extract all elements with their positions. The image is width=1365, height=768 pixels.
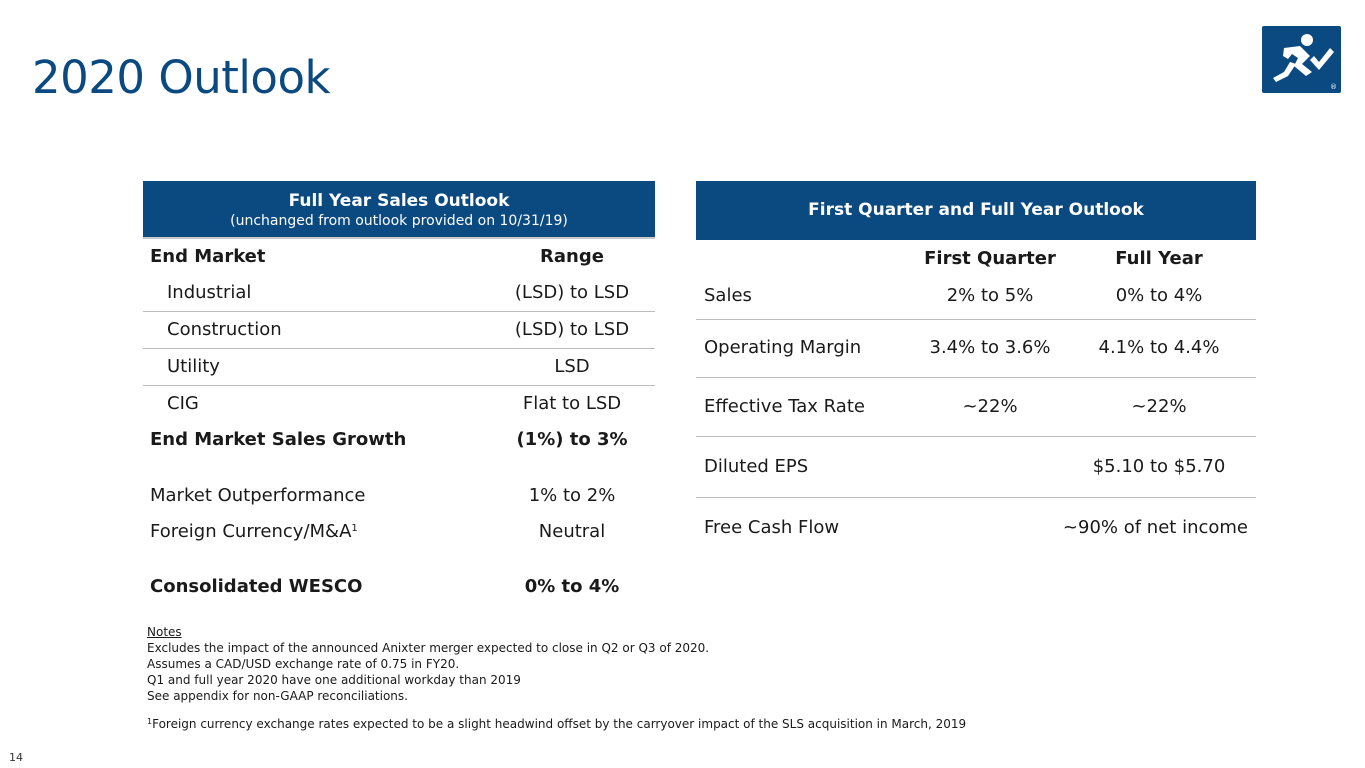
row-value: Neutral xyxy=(538,521,606,542)
row-value: (1%) to 3% xyxy=(516,429,628,450)
left-table-header xyxy=(143,181,655,239)
first-quarter-full-year-outlook-table xyxy=(696,181,1256,548)
end-market-sales-growth-row xyxy=(143,422,655,458)
row-value: (LSD) to LSD xyxy=(514,319,630,340)
row-value: 1% to 2% xyxy=(528,485,616,506)
table-row xyxy=(143,275,655,312)
row-value: LSD xyxy=(554,356,590,377)
note-line: Excludes the impact of the announced Anixter merger expected to close in Q2 or Q3 of 2020. xyxy=(147,641,710,655)
table-row xyxy=(696,378,1256,437)
footnote-marker: 1 xyxy=(147,717,153,726)
page-number: 14 xyxy=(9,751,23,764)
table-row xyxy=(696,320,1256,378)
row-label: Diluted EPS xyxy=(704,456,809,477)
table-row xyxy=(696,498,1256,548)
first-quarter-value: 2% to 5% xyxy=(946,285,1034,306)
row-value: (LSD) to LSD xyxy=(514,282,630,303)
full-year-sales-outlook-table xyxy=(143,181,655,605)
footnote-marker: 1 xyxy=(351,523,358,534)
notes-heading: Notes xyxy=(147,625,182,639)
row-label: Consolidated WESCO xyxy=(150,576,363,597)
consolidated-row xyxy=(143,569,655,605)
note-line: See appendix for non-GAAP reconciliations. xyxy=(147,689,408,703)
row-label: Construction xyxy=(167,319,282,340)
row-label: Utility xyxy=(167,356,220,377)
page-title: 2020 Outlook xyxy=(32,51,331,104)
full-year-value: $5.10 to $5.70 xyxy=(1092,456,1226,477)
row-value: 0% to 4% xyxy=(524,576,620,597)
footnote xyxy=(147,716,966,732)
full-year-value: ~22% xyxy=(1131,396,1187,417)
footnote-text: Foreign currency exchange rates expected to be a slight headwind offset by the carryover impact of the SLS acquisition in March, 2019 xyxy=(152,717,967,731)
table-row xyxy=(143,349,655,386)
col-header-range: Range xyxy=(540,246,604,267)
left-table-title: Full Year Sales Outlook xyxy=(288,191,510,211)
company-logo xyxy=(1262,26,1341,93)
row-label: CIG xyxy=(167,393,199,414)
table-row xyxy=(143,312,655,349)
first-quarter-value: 3.4% to 3.6% xyxy=(929,337,1051,358)
table-row xyxy=(696,437,1256,498)
foreign-currency-row xyxy=(143,514,655,550)
fx-label-text: Foreign Currency/M&A xyxy=(150,521,352,542)
row-label: Operating Margin xyxy=(704,337,862,358)
row-label: Market Outperformance xyxy=(150,485,366,506)
full-year-value: 4.1% to 4.4% xyxy=(1098,337,1220,358)
note-line: Q1 and full year 2020 have one additional workday than 2019 xyxy=(147,673,521,687)
table-row xyxy=(696,278,1256,320)
row-label: End Market Sales Growth xyxy=(150,429,407,450)
notes-section xyxy=(147,624,709,704)
first-quarter-value: ~22% xyxy=(962,396,1018,417)
row-value: Flat to LSD xyxy=(522,393,622,414)
market-outperformance-row xyxy=(143,478,655,514)
right-table-column-headers xyxy=(696,240,1256,278)
right-table-title: First Quarter and Full Year Outlook xyxy=(696,181,1256,240)
col-header-full-year: Full Year xyxy=(1115,248,1203,269)
row-label xyxy=(150,514,358,550)
left-table-column-headers xyxy=(143,239,655,275)
row-label: Free Cash Flow xyxy=(704,517,840,538)
row-label: Sales xyxy=(704,285,752,306)
col-header-end-market: End Market xyxy=(150,246,266,267)
full-year-value: ~90% of net income xyxy=(1062,517,1248,538)
note-line: Assumes a CAD/USD exchange rate of 0.75 in FY20. xyxy=(147,657,460,671)
table-row xyxy=(143,386,655,422)
col-header-first-quarter: First Quarter xyxy=(924,248,1056,269)
registered-mark: ® xyxy=(1330,83,1337,91)
row-label: Effective Tax Rate xyxy=(704,396,865,417)
row-label: Industrial xyxy=(167,282,252,303)
full-year-value: 0% to 4% xyxy=(1115,285,1203,306)
left-table-subtitle: (unchanged from outlook provided on 10/31/19) xyxy=(230,213,568,229)
